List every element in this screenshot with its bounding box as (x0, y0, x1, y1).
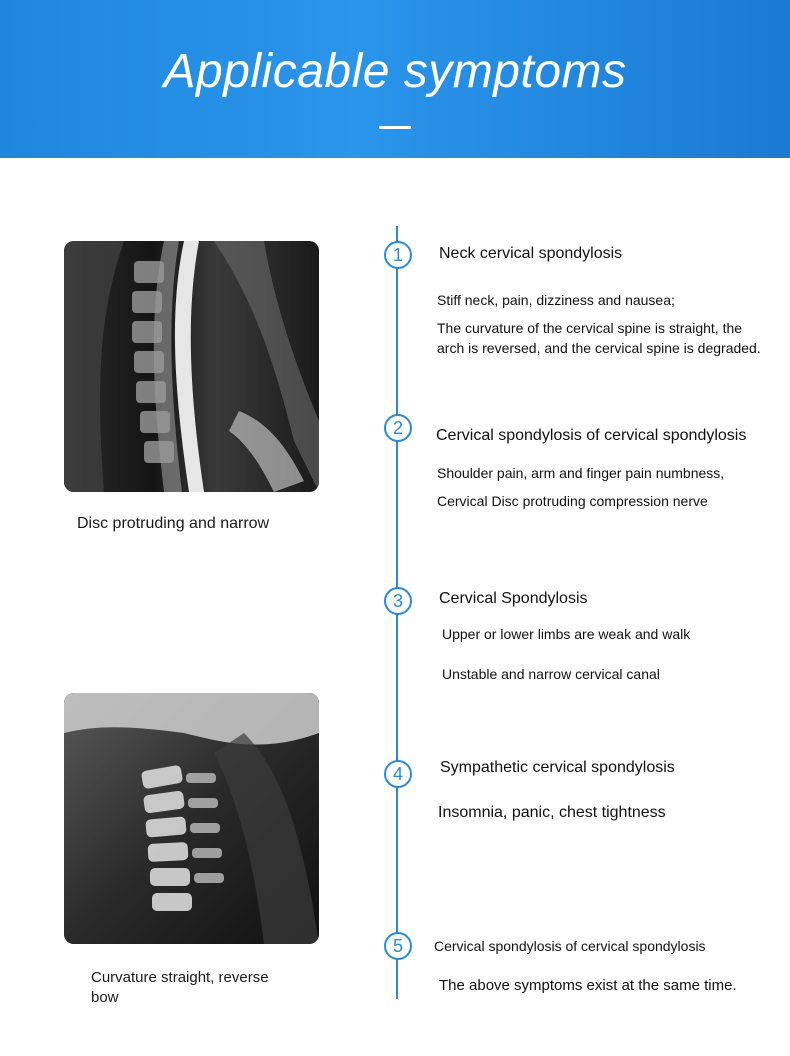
symptom-title-3: Cervical Spondylosis (439, 590, 588, 607)
symptom-line-5-1: The above symptoms exist at the same time. (439, 977, 737, 994)
step-number-5: 5 (384, 932, 412, 960)
symptom-line-4-1: Insomnia, panic, chest tightness (438, 804, 666, 821)
xray-caption: Curvature straight, reverse bow (91, 969, 269, 1006)
page-title: Applicable symptoms (163, 45, 627, 98)
step-number-2: 2 (384, 414, 412, 442)
symptom-line-2-2: Cervical Disc protruding compression nerve (437, 493, 708, 509)
mri-caption: Disc protruding and narrow (77, 515, 270, 532)
step-number-1: 1 (384, 241, 412, 269)
symptom-title-4: Sympathetic cervical spondylosis (440, 759, 675, 776)
symptom-line-3-2: Unstable and narrow cervical canal (442, 666, 660, 682)
symptom-line-2-1: Shoulder pain, arm and finger pain numbness, (437, 465, 725, 481)
step-number-3: 3 (384, 587, 412, 615)
title-underline (379, 126, 411, 129)
header-banner (0, 0, 790, 158)
symptom-title-2: Cervical spondylosis of cervical spondylosis (436, 427, 747, 444)
symptom-line-1-2: The curvature of the cervical spine is straight, the arch is reversed, and the cervical spine is degraded. (437, 320, 761, 356)
step-number-4: 4 (384, 760, 412, 788)
mri-cervical-spine-image (64, 241, 319, 492)
symptom-title-1: Neck cervical spondylosis (439, 245, 623, 262)
symptom-line-1-1: Stiff neck, pain, dizziness and nausea; (437, 292, 675, 308)
symptom-title-5: Cervical spondylosis of cervical spondylosis (434, 938, 706, 954)
xray-cervical-spine-image (64, 693, 319, 944)
symptom-line-3-1: Upper or lower limbs are weak and walk (442, 626, 691, 642)
